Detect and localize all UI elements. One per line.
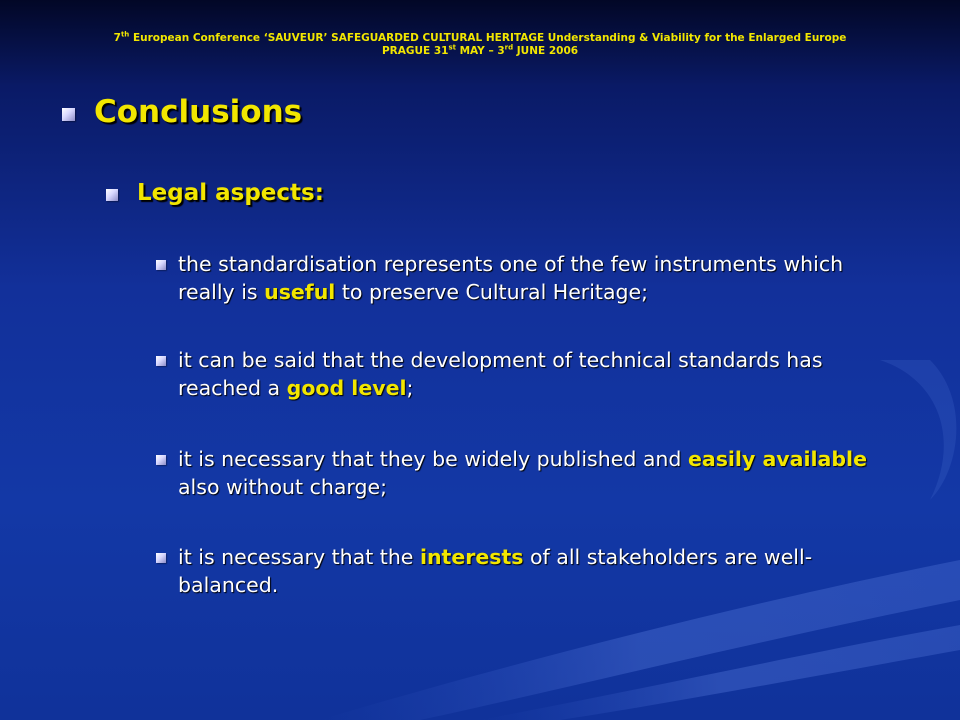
item-highlight: interests <box>419 545 524 569</box>
item-highlight: easily available <box>687 447 867 471</box>
item-text: to preserve Cultural Heritage; <box>335 280 649 304</box>
header-line2-c: JUNE 2006 <box>513 45 579 57</box>
item-text: it can be said that the development of technical standards has reached a <box>178 348 823 400</box>
item-highlight: useful <box>264 280 336 304</box>
item-text: of all stakeholders are well-balanced. <box>178 545 813 597</box>
item-bullet-icon <box>156 553 166 563</box>
header-line2-sup1: st <box>448 43 456 52</box>
item-text: it is necessary that they be widely published and <box>178 447 688 471</box>
list-item <box>178 250 898 306</box>
header-line1-sup: th <box>120 30 130 39</box>
item-text: ; <box>406 376 414 400</box>
item-highlight: good level <box>286 376 407 400</box>
header-line2-a: PRAGUE 31 <box>381 45 449 57</box>
item-bullet-icon <box>156 356 166 366</box>
item-bullet-icon <box>156 455 166 465</box>
item-text: it is necessary that the <box>178 545 420 569</box>
list-item <box>178 346 898 402</box>
header-line2-b: MAY – 3 <box>455 45 505 57</box>
header-line-2 <box>0 45 960 58</box>
header-line1-post: European Conference ‘SAUVEUR’ SAFEGUARDED CULTURAL HERITAGE Understanding & Viability for the Enlarged Europe <box>129 32 847 44</box>
conference-header <box>0 32 960 58</box>
header-line-1 <box>0 32 960 45</box>
subtitle-bullet-icon <box>106 189 118 201</box>
item-text: the standardisation represents one of the few instruments which really is <box>178 252 844 304</box>
slide-title: Conclusions <box>94 94 303 130</box>
slide-subtitle: Legal aspects: <box>137 180 324 206</box>
list-item <box>178 543 898 599</box>
item-text: also without charge; <box>178 475 388 499</box>
header-line1-pre: 7 <box>113 32 121 44</box>
header-line2-sup2: rd <box>504 43 514 52</box>
title-bullet-icon <box>62 108 75 121</box>
item-bullet-icon <box>156 260 166 270</box>
list-item <box>178 445 898 501</box>
